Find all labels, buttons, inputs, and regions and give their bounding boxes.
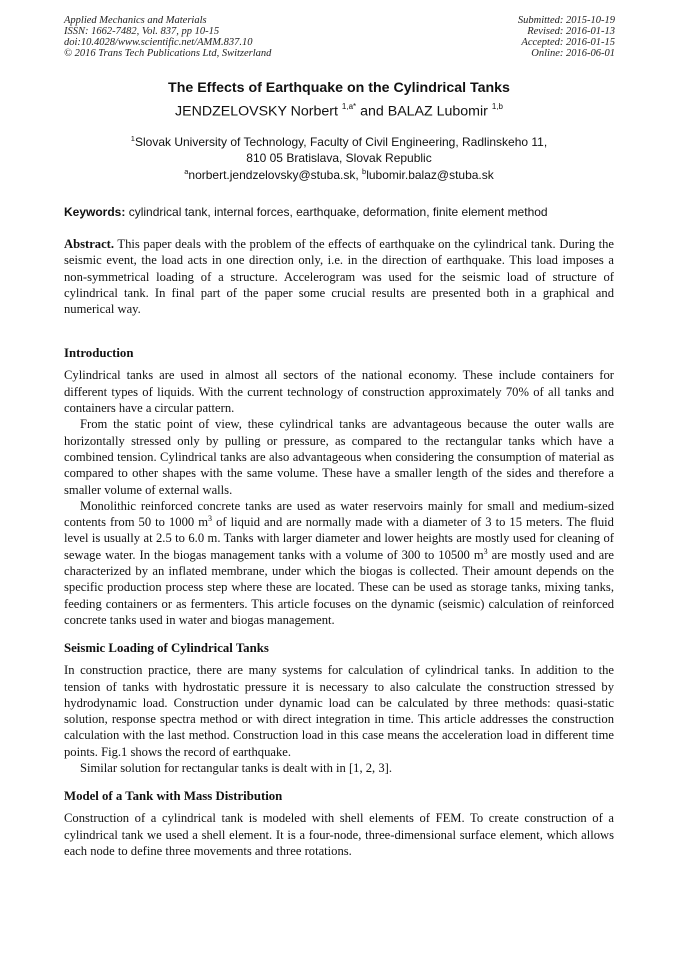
intro-paragraph-3-part-c: are mostly used and are characterized by an inflated membrane, under which the biogas is collected. Their amount depends on the specific production process step where these are located. These can be used as storage tanks, mixing tanks, feeding containers or as fermenters. This article focuses on the dynamic (seismic) calculation of reinforced concrete tanks used in water and biogas management. [64, 547, 615, 627]
author-joiner: and [360, 103, 384, 120]
abstract-label: Abstract. [64, 237, 115, 251]
journal-info [64, 15, 271, 59]
section-heading-introduction: Introduction [64, 346, 134, 361]
model-paragraph-1: Construction of a cylindrical tank is modeled with shell elements of FEM. To create construction of a cylindrical tank we used a shell element. It is a four-node, three-dimensional surface element, which allows each node to define three movements and three rotations. [64, 811, 614, 858]
keywords-text: cylindrical tank, internal forces, earthquake, deformation, finite element method [128, 205, 548, 219]
seismic-paragraph-1: In construction practice, there are many systems for calculation of cylindrical tanks. In addition to the tension of tanks with hydrostatic pressure it is necessary to also calculate the construction stressed by hydrodynamic load. Construction under dynamic load can be calculated by three methods: quasi-static solution, response spectra method or with direct integration in time. This article addresses the construction calculation with the last method. Construction load in this case means the acceleration load in different time points. Fig.1 shows the record of earthquake. [64, 663, 614, 759]
date-revised: Revised: 2016-01-13 [527, 26, 615, 37]
journal-issn: ISSN: 1662-7482, Vol. 837, pp 10-15 [64, 26, 220, 37]
email-a-sup: a [184, 167, 189, 176]
email-b: lubomir.balaz@stuba.sk [366, 168, 494, 182]
abstract-text: This paper deals with the problem of the effects of earthquake on the cylindrical tank. During the seismic event, the load acts in one direction only, i.e. in the direction of earthquake. This load imposes a non-symmetrical loading of a structure. Accelerogram was used for the seismic load of structure of cylindrical tank. In final part of the paper some crucial results are presented both in a graphical and numerical way. [64, 237, 615, 317]
date-online: Online: 2016-06-01 [531, 48, 615, 59]
journal-copyright: © 2016 Trans Tech Publications Ltd, Switzerland [64, 48, 272, 59]
date-accepted: Accepted: 2016-01-15 [521, 37, 615, 48]
paper-title: The Effects of Earthquake on the Cylindrical Tanks [168, 80, 510, 96]
date-submitted: Submitted: 2015-10-19 [517, 15, 615, 26]
keywords [64, 205, 548, 219]
author-line [0, 103, 678, 120]
section-heading-seismic-loading: Seismic Loading of Cylindrical Tanks [64, 641, 269, 656]
author-2-name: BALAZ Lubomir [387, 103, 488, 120]
cubic-sup: 3 [483, 546, 488, 556]
email-b-sup: b [362, 167, 367, 176]
seismic-paragraph-2: Similar solution for rectangular tanks is dealt with in [1, 2, 3]. [80, 761, 392, 776]
author-1-sup: 1,a* [341, 102, 357, 111]
intro-paragraph-1: Cylindrical tanks are used in almost all sectors of the national economy. These include containers for different types of liquids. With the current technology of construction approximately 70% of all tanks and containers have a circular pattern. [64, 368, 614, 416]
intro-paragraph-3-part-a: Monolithic reinforced concrete tanks are used as water reservoirs mainly for small and medium-sized contents from 50 to 1000 m [64, 498, 614, 530]
keywords-label: Keywords: [64, 205, 126, 219]
email-a: norbert.jendzelovsky@stuba.sk, [188, 168, 359, 182]
author-1-name: JENDZELOVSKY Norbert [175, 103, 338, 120]
journal-doi: doi:10.4028/www.scientific.net/AMM.837.10 [64, 37, 253, 48]
intro-paragraph-3 [64, 498, 614, 628]
intro-paragraph-2: From the static point of view, these cylindrical tanks are advantageous because the outer walls are horizontally stressed only by pulling or pressure, as compared to the rectangular tanks which have a combined tension. Cylindrical tanks are also advantageous when considering the consumption of material as compared to other shapes with the same volume. These have a smaller length of the sides and therefore a smaller volume of external walls. [64, 417, 614, 497]
section-heading-model: Model of a Tank with Mass Distribution [64, 789, 283, 804]
cubic-sup: 3 [208, 513, 213, 523]
affiliation-sup: 1 [130, 134, 135, 143]
paper-body [64, 236, 614, 859]
intro-paragraph-3-part-b: of liquid and are normally made with a diameter of 3 to 15 meters. The fluid level is usually at 2.5 to 6.0 m. Tanks with larger diameter and lower heights are mostly used for cleaning of sewage water. In the biogas management tanks with a volume of 300 to 10500 m [64, 515, 614, 562]
journal-name: Applied Mechanics and Materials [64, 15, 207, 26]
affiliation-line-2: 810 05 Bratislava, Slovak Republic [246, 151, 432, 165]
abstract [64, 236, 614, 317]
submission-dates [518, 15, 615, 59]
author-2-sup: 1,b [491, 102, 503, 111]
affiliation [0, 131, 678, 166]
author-emails [0, 167, 678, 182]
affiliation-line-1: Slovak University of Technology, Faculty of Civil Engineering, Radlinskeho 11, [134, 135, 548, 149]
